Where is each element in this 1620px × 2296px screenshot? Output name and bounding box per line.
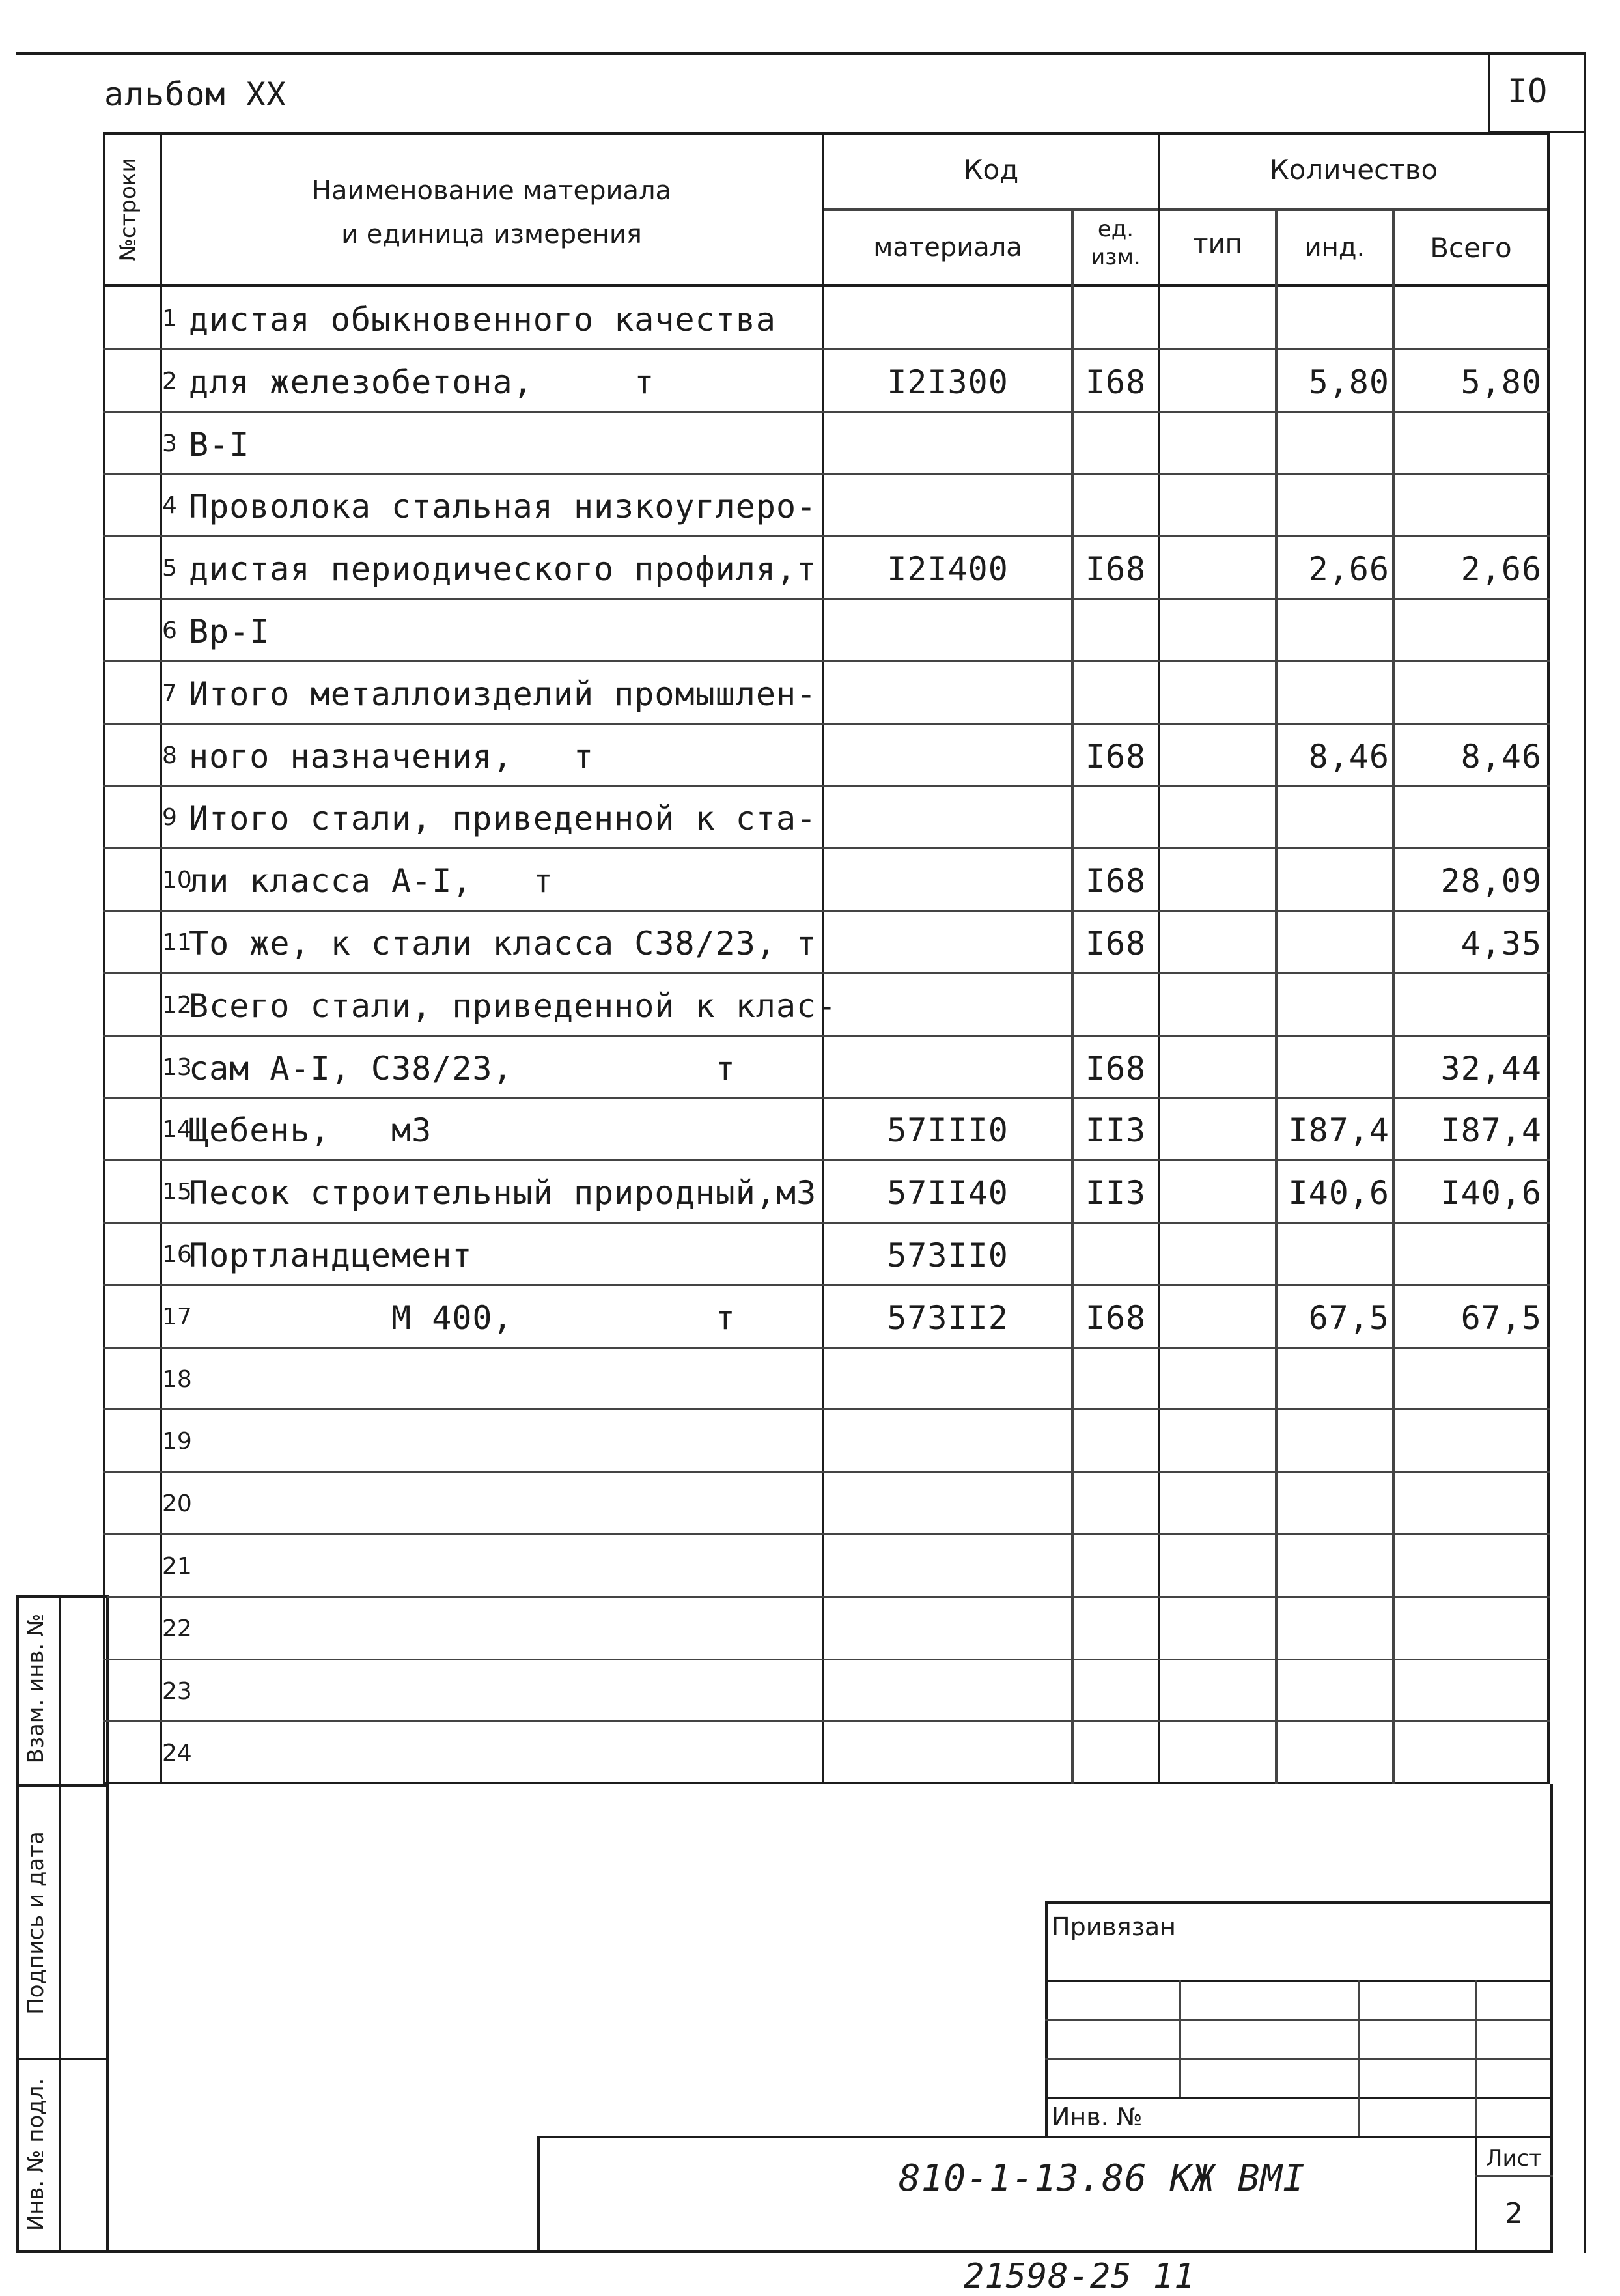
- cell-n: 7: [162, 679, 177, 707]
- cell-code: 57III0: [887, 1112, 1009, 1150]
- table-row: [0, 1285, 1620, 1347]
- cell-name: Песок строительный природный,м3: [189, 1174, 817, 1212]
- header-name-line1: Наименование материала: [311, 176, 672, 206]
- cell-total: 2,66: [1460, 550, 1542, 589]
- table-row: [0, 1597, 1620, 1659]
- stamp-col-3: [1475, 1980, 1477, 2136]
- cell-total: 28,09: [1440, 862, 1542, 901]
- cell-name: дистая обыкновенного качества: [189, 301, 776, 339]
- cell-name: дистая периодического профиля,т: [189, 550, 817, 589]
- header-code-unit-1: ед.: [1097, 216, 1134, 242]
- header-qty-type: тип: [1193, 229, 1242, 259]
- cell-unit: I68: [1085, 1298, 1147, 1337]
- table-row: [0, 723, 1620, 786]
- cell-unit: I68: [1085, 862, 1147, 901]
- margin-signature-date: Подпись и дата: [23, 1831, 49, 2015]
- cell-code: 573II0: [887, 1237, 1009, 1274]
- table-row: [0, 349, 1620, 412]
- table-row: [0, 1097, 1620, 1160]
- header-mid-line: [822, 208, 1550, 211]
- cell-unit: I68: [1085, 737, 1147, 776]
- header-qty-ind: инд.: [1304, 232, 1365, 262]
- margin-strip-left: [16, 1595, 19, 2253]
- stamp-col-1: [1179, 1980, 1181, 2097]
- cell-n: 11: [162, 929, 192, 956]
- cell-total: 5,80: [1460, 363, 1542, 401]
- cell-n: 20: [162, 1491, 192, 1518]
- cell-n: 15: [162, 1179, 192, 1206]
- table-row: [0, 1347, 1620, 1410]
- cell-unit: I68: [1085, 925, 1147, 962]
- cell-ind: I87,4: [1288, 1112, 1390, 1150]
- cell-n: 12: [162, 991, 192, 1018]
- header-qty-total: Всего: [1430, 232, 1512, 264]
- cell-unit: I68: [1085, 1049, 1147, 1087]
- cell-n: 3: [162, 430, 177, 457]
- cell-name: Портландцемент: [189, 1237, 473, 1274]
- cell-unit: II3: [1085, 1112, 1147, 1150]
- cell-n: 8: [162, 742, 177, 769]
- cell-name: Вр-I: [189, 613, 270, 651]
- stamp-main-left: [537, 2136, 540, 2253]
- table-row: [0, 1035, 1620, 1098]
- cell-name: То же, к стали класса С38/23, т: [189, 925, 817, 962]
- cell-n: 14: [162, 1116, 192, 1143]
- cell-name: В-I: [189, 425, 250, 464]
- cell-name: Щебень, м3: [189, 1112, 432, 1150]
- cell-name: ли класса А-I, т: [189, 862, 553, 901]
- table-row: [0, 1160, 1620, 1222]
- cell-n: 23: [162, 1677, 192, 1705]
- cell-code: I2I400: [887, 550, 1009, 589]
- cell-n: 2: [162, 367, 177, 395]
- cell-n: 17: [162, 1303, 192, 1330]
- album-title: альбом XX: [104, 76, 286, 113]
- header-code-unit-2: изм.: [1091, 244, 1141, 270]
- cell-ind: 67,5: [1308, 1298, 1390, 1337]
- cell-total: 8,46: [1460, 737, 1542, 776]
- sheet-corner-number: IO: [1507, 72, 1548, 110]
- table-row: [0, 412, 1620, 474]
- table-row: [0, 598, 1620, 661]
- cell-n: 5: [162, 555, 177, 582]
- stamp-main-top: [537, 2136, 1553, 2138]
- stamp-sheet-mid: [1475, 2175, 1553, 2177]
- cell-ind: 8,46: [1308, 737, 1390, 776]
- table-row: [0, 910, 1620, 973]
- cell-code: 57II40: [887, 1174, 1009, 1212]
- table-top: [103, 132, 1550, 135]
- table-row: [0, 1472, 1620, 1534]
- table-row: [0, 1409, 1620, 1472]
- stamp-col-2: [1358, 1980, 1360, 2136]
- bottom-handwritten-number: 21598-25 11: [964, 2257, 1195, 2296]
- cell-name: Итого металлоизделий промышлен-: [189, 675, 817, 713]
- table-row: [0, 661, 1620, 723]
- cell-n: 18: [162, 1365, 192, 1393]
- cell-ind: 2,66: [1308, 550, 1390, 589]
- stamp-privyazan-top: [1045, 1901, 1553, 1904]
- cell-name: ного назначения, т: [189, 737, 594, 776]
- header-qty: Количество: [1269, 154, 1438, 186]
- cell-total: 4,35: [1460, 925, 1542, 962]
- header-row-number: №строки: [115, 158, 141, 262]
- stamp-inv-no-label: Инв. №: [1052, 2103, 1143, 2131]
- margin-strip-right: [59, 1595, 61, 2253]
- stamp-privyazan-label: Привязан: [1052, 1912, 1176, 1941]
- table-row: [0, 1222, 1620, 1285]
- cell-n: 24: [162, 1740, 192, 1767]
- table-row: [0, 785, 1620, 848]
- cell-n: 9: [162, 804, 177, 832]
- margin-inv-podl: Инв. № подл.: [23, 2078, 49, 2232]
- stamp-sheet-number: 2: [1505, 2197, 1523, 2230]
- cell-n: 4: [162, 492, 177, 520]
- stamp-sheet-label: Лист: [1485, 2146, 1543, 2172]
- table-row: [0, 1534, 1620, 1597]
- cell-code: I2I300: [887, 363, 1009, 401]
- cell-name: Проволока стальная низкоуглеро-: [189, 488, 817, 526]
- cell-total: 32,44: [1440, 1049, 1542, 1087]
- header-name-line2: и единица измерения: [341, 219, 642, 249]
- cell-ind: 5,80: [1308, 363, 1390, 401]
- stamp-doc-code: 810-1-13.86 КЖ ВМI: [899, 2157, 1306, 2200]
- table-row: [0, 1721, 1620, 1784]
- cell-n: 16: [162, 1241, 192, 1268]
- corner-box-left: [1488, 52, 1490, 133]
- stamp-right: [1550, 1784, 1553, 2253]
- cell-unit: I68: [1085, 550, 1147, 589]
- cell-n: 13: [162, 1054, 192, 1081]
- cell-total: I87,4: [1440, 1112, 1542, 1150]
- stamp-main-bottom: [16, 2250, 1553, 2253]
- cell-total: I40,6: [1440, 1174, 1542, 1212]
- table-row: [0, 536, 1620, 598]
- cell-n: 22: [162, 1615, 192, 1642]
- cell-name: сам А-I, С38/23, т: [189, 1049, 736, 1087]
- header-code-material: материала: [873, 232, 1022, 262]
- cell-total: 67,5: [1460, 1298, 1542, 1337]
- table-row: [0, 287, 1620, 349]
- cell-unit: I68: [1085, 363, 1147, 401]
- top-border: [16, 52, 1585, 55]
- header-code: Код: [963, 154, 1019, 186]
- cell-name: для железобетона, т: [189, 363, 655, 401]
- table-row: [0, 473, 1620, 536]
- table-row: [0, 973, 1620, 1035]
- margin-sep-1: [16, 1784, 107, 1787]
- table-row: [0, 1659, 1620, 1722]
- cell-unit: II3: [1085, 1174, 1147, 1212]
- cell-name: Всего стали, приведенной к клас-: [189, 987, 837, 1025]
- cell-name: М 400, т: [189, 1298, 736, 1337]
- cell-code: 573II2: [887, 1298, 1009, 1337]
- cell-n: 10: [162, 867, 192, 894]
- cell-n: 1: [162, 305, 177, 332]
- cell-ind: I40,6: [1288, 1174, 1390, 1212]
- cell-name: Итого стали, приведенной к ста-: [189, 800, 817, 838]
- cell-n: 19: [162, 1428, 192, 1455]
- cell-n: 6: [162, 617, 177, 644]
- margin-vzam-inv: Взам. инв. №: [23, 1613, 49, 1764]
- table-row: [0, 848, 1620, 910]
- cell-n: 21: [162, 1553, 192, 1580]
